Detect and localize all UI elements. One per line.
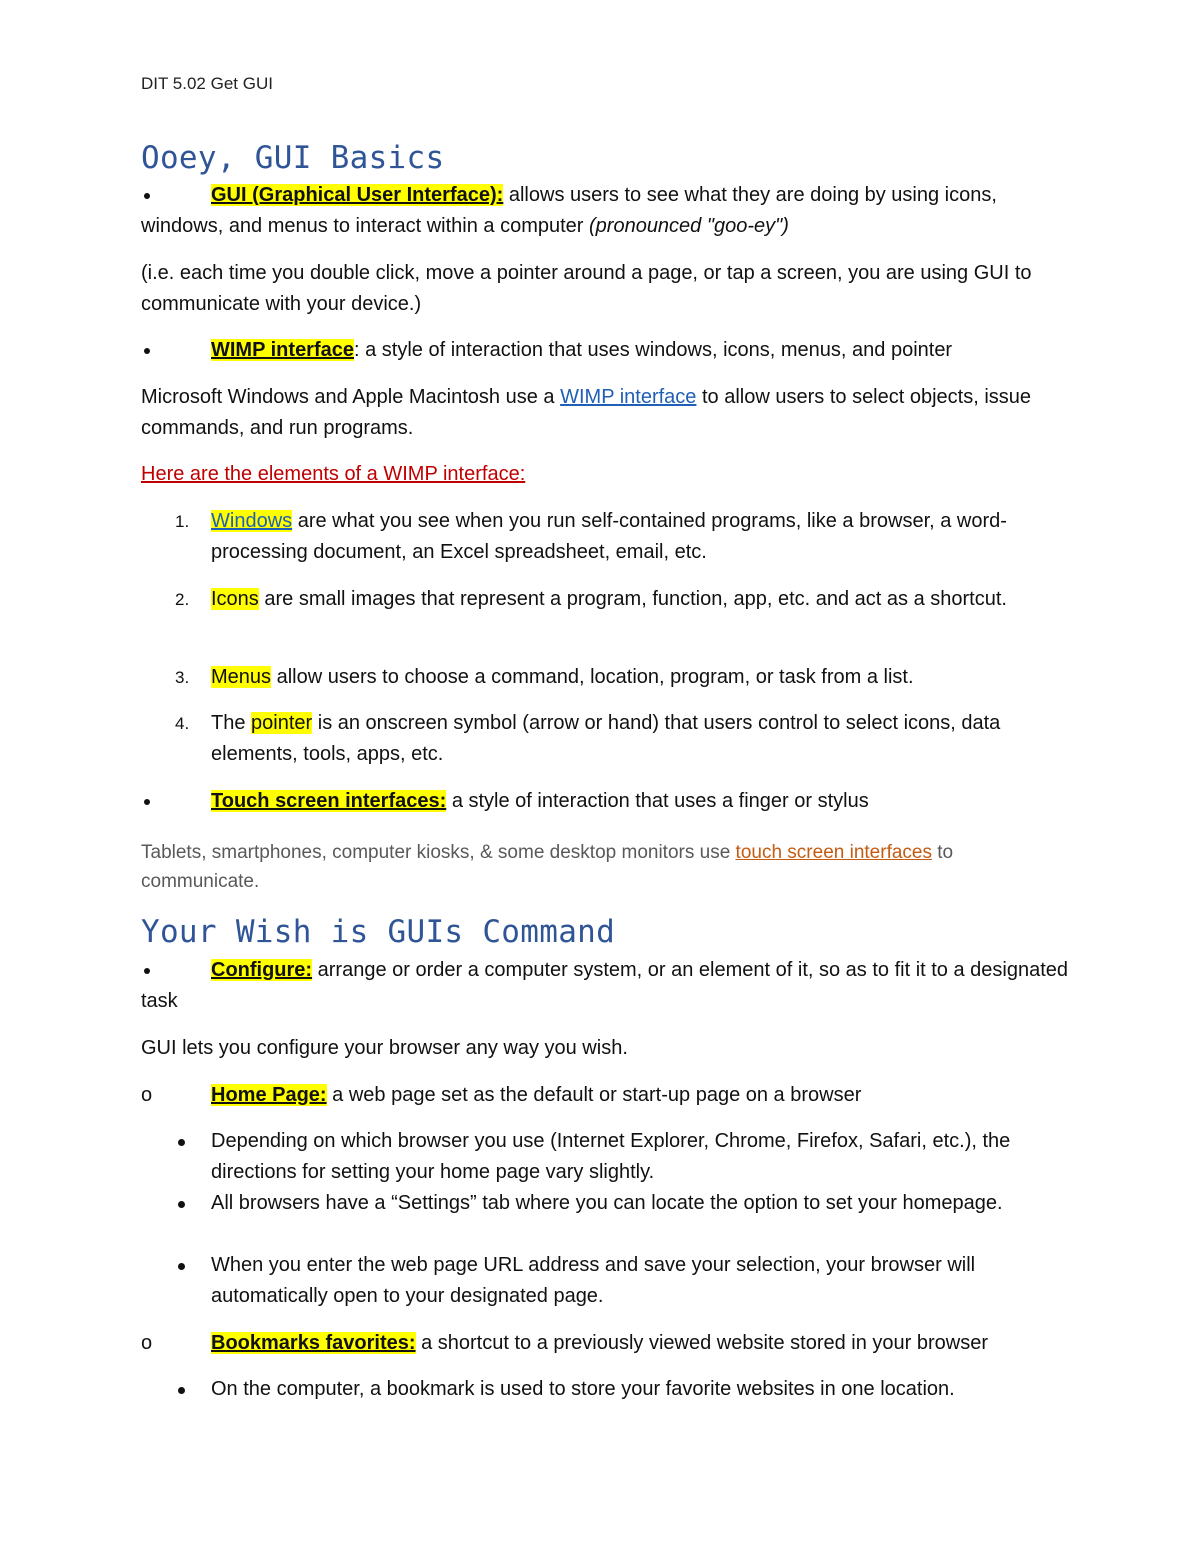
bullet-icon xyxy=(178,1139,185,1146)
tablets-post: to communicate. xyxy=(141,842,954,892)
list-text: are what you see when you run self-contained programs, like a browser, a word-processing document, an Excel spreadsheet, email, etc. xyxy=(211,510,1007,563)
list-text: On the computer, a bookmark is used to store your favorite websites in one location. xyxy=(211,1378,955,1400)
wimp-interface-link[interactable]: WIMP interface xyxy=(560,386,697,408)
home-page-definition xyxy=(141,1080,1071,1111)
wimp-def: : a style of interaction that uses windows, icons, menus, and pointer xyxy=(354,339,953,361)
list-text: is an onscreen symbol (arrow or hand) that users control to select icons, data elements, tools, apps, etc. xyxy=(211,712,1001,765)
configure-definition xyxy=(141,955,1071,1017)
bullet-icon xyxy=(144,799,150,805)
o-marker: o xyxy=(141,1084,153,1106)
list-text: When you enter the web page URL address and save your selection, your browser will automatically open to your designated page. xyxy=(211,1254,976,1307)
gui-lets-paragraph: GUI lets you configure your browser any way you wish. xyxy=(141,1037,628,1059)
bullet-icon xyxy=(178,1201,185,1208)
page-header: DIT 5.02 Get GUI xyxy=(141,74,273,93)
list-term: Menus xyxy=(211,666,272,688)
list-text: are small images that represent a program, function, app, etc. and act as a shortcut. xyxy=(258,588,1007,610)
list-text: All browsers have a “Settings” tab where you can locate the option to set your homepage. xyxy=(211,1192,1003,1214)
bullet-icon xyxy=(144,348,150,354)
tablets-pre: Tablets, smartphones, computer kiosks, & some desktop monitors use xyxy=(141,842,736,863)
gui-pronunciation: (pronounced "goo-ey") xyxy=(589,215,789,237)
touch-def: a style of interaction that uses a finger or stylus xyxy=(446,790,869,812)
touch-definition xyxy=(141,786,1071,817)
list-term: pointer xyxy=(251,712,313,734)
ms-paragraph xyxy=(141,382,1071,444)
list-number: 3. xyxy=(175,668,190,687)
bullet-icon xyxy=(178,1387,185,1394)
elements-heading: Here are the elements of a WIMP interface: xyxy=(141,463,526,485)
list-text: allow users to choose a command, location, program, or task from a list. xyxy=(271,666,914,688)
section-title-gui-basics: Ooey, GUI Basics xyxy=(141,140,445,176)
bullet-icon xyxy=(144,968,150,974)
configure-def: arrange or order a computer system, or an element of it, so as to fit it to a designated task xyxy=(141,959,1069,1012)
o-marker: o xyxy=(141,1332,153,1354)
wimp-term: WIMP interface xyxy=(211,339,354,361)
home-page-def: a web page set as the default or start-up page on a browser xyxy=(326,1084,862,1106)
bookmarks-term: Bookmarks favorites: xyxy=(211,1332,416,1354)
bullet-icon xyxy=(144,193,150,199)
configure-term: Configure: xyxy=(211,959,313,981)
bullet-icon xyxy=(178,1263,185,1270)
touch-screen-link[interactable]: touch screen interfaces xyxy=(735,842,932,863)
touch-term: Touch screen interfaces: xyxy=(211,790,447,812)
wimp-definition xyxy=(141,335,1071,366)
section-title-your-wish: Your Wish is GUIs Command xyxy=(141,914,616,950)
gui-def: allows users to see what they are doing by using icons, windows, and menus to interact within a computer xyxy=(141,184,997,237)
ms-post: to allow users to select objects, issue commands, and run programs. xyxy=(141,386,1032,439)
ms-pre: Microsoft Windows and Apple Macintosh use a xyxy=(141,386,561,408)
list-number: 1. xyxy=(175,512,190,531)
home-page-term: Home Page: xyxy=(211,1084,327,1106)
gui-term: GUI (Graphical User Interface): xyxy=(211,184,504,206)
bookmarks-def: a shortcut to a previously viewed website stored in your browser xyxy=(415,1332,989,1354)
tablets-paragraph xyxy=(141,838,1071,896)
gui-definition xyxy=(141,180,1071,242)
list-number: 4. xyxy=(175,714,190,733)
list-number: 2. xyxy=(175,590,190,609)
bookmarks-definition xyxy=(141,1328,1071,1359)
list-term: Icons xyxy=(211,588,259,610)
list-pre: The xyxy=(211,712,252,734)
list-text: Depending on which browser you use (Internet Explorer, Chrome, Firefox, Safari, etc.), the directions for setting your home page vary slightly. xyxy=(211,1130,1011,1183)
ie-paragraph: (i.e. each time you double click, move a pointer around a page, or tap a screen, you are using GUI to communicate with your device.) xyxy=(141,262,1032,315)
windows-link[interactable]: Windows xyxy=(211,510,293,532)
